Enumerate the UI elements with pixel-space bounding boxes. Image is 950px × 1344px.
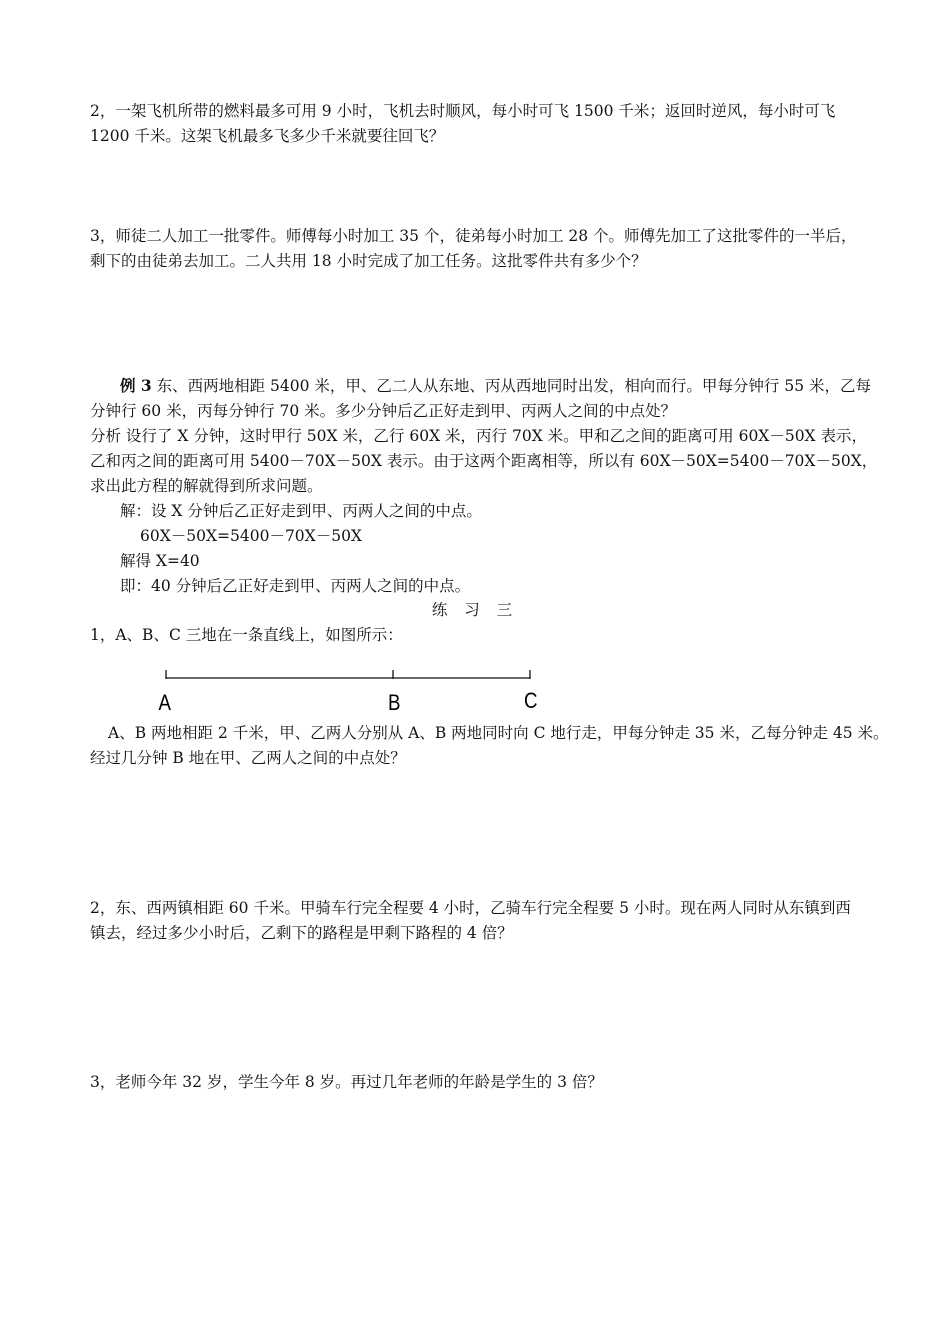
solution-result: 解得 X=40: [120, 552, 200, 570]
example-3: [90, 373, 878, 599]
exercise-1-intro-text: 1，A、B、C 三地在一条直线上，如图所示：: [90, 626, 403, 644]
label-b: B: [388, 691, 401, 716]
exercise-1-intro: [90, 623, 865, 648]
line-diagram: [150, 660, 550, 716]
problem-2: [90, 99, 865, 149]
solution-equation: 60X－50X=5400－70X－50X: [140, 527, 362, 545]
exercise-1-line1: A、B 两地相距 2 千米，甲、乙两人分别从 A、B 两地同时向 C 地行走，甲每分钟走 35 米，乙每分钟走 45 米。: [108, 724, 889, 742]
label-c: C: [524, 689, 538, 714]
problem-3-line2: 剩下的由徒弟去加工。二人共用 18 小时完成了加工任务。这批零件共有多少个？: [90, 252, 647, 270]
exercise-2: [90, 896, 865, 946]
exercise-3: [90, 1070, 865, 1095]
analysis-line2: 乙和丙之间的距离可用 5400－70X－50X 表示。由于这两个距离相等，所以有 60X－50X=5400－70X－50X，: [90, 452, 878, 470]
example-3-line1: [90, 373, 872, 399]
problem-2-line2: 1200 千米。这架飞机最多飞多少千米就要往回飞？: [90, 127, 445, 145]
problem-3: [90, 224, 865, 274]
exercise-2-line1: 2，东、西两镇相距 60 千米。甲骑车行完全程要 4 小时，乙骑车行完全程要 5 小时。现在两人同时从东镇到西: [90, 899, 851, 917]
example-3-line2: 分钟行 60 米，丙每分钟行 70 米。多少分钟后乙正好走到甲、丙两人之间的中点处？: [90, 402, 677, 420]
exercise-title: 练 习 三: [431, 601, 519, 619]
analysis-line1: 分析 设行了 X 分钟，这时甲行 50X 米，乙行 60X 米，丙行 70X 米。甲和乙之间的距离可用 60X－50X 表示，: [90, 427, 868, 445]
exercise-3-line1: 3，老师今年 32 岁，学生今年 8 岁。再过几年老师的年龄是学生的 3 倍？: [90, 1073, 603, 1091]
analysis-line3: 求出此方程的解就得到所求问题。: [90, 477, 323, 495]
problem-3-line1: 3，师徒二人加工一批零件。师傅每小时加工 35 个，徒弟每小时加工 28 个。师傅先加工了这批零件的一半后，: [90, 227, 857, 245]
exercise-1-question: [90, 721, 889, 771]
exercise-1-line2: 经过几分钟 B 地在甲、乙两人之间的中点处？: [90, 749, 406, 767]
solution-conclusion: 即：40 分钟后乙正好走到甲、丙两人之间的中点。: [120, 577, 471, 595]
label-a: A: [158, 691, 171, 716]
solution-line1: 解：设 X 分钟后乙正好走到甲、丙两人之间的中点。: [120, 502, 482, 520]
example-label: 例 3: [120, 376, 152, 395]
example-3-text1: 东、西两地相距 5400 米，甲、乙二人从东地、丙从西地同时出发，相向而行。甲每分钟行 55 米，乙每: [156, 377, 872, 395]
problem-2-line1: 2，一架飞机所带的燃料最多可用 9 小时，飞机去时顺风，每小时可飞 1500 千米；返回时逆风，每小时可飞: [90, 102, 836, 120]
exercise-2-line2: 镇去，经过多少小时后，乙剩下的路程是甲剩下路程的 4 倍？: [90, 924, 513, 942]
